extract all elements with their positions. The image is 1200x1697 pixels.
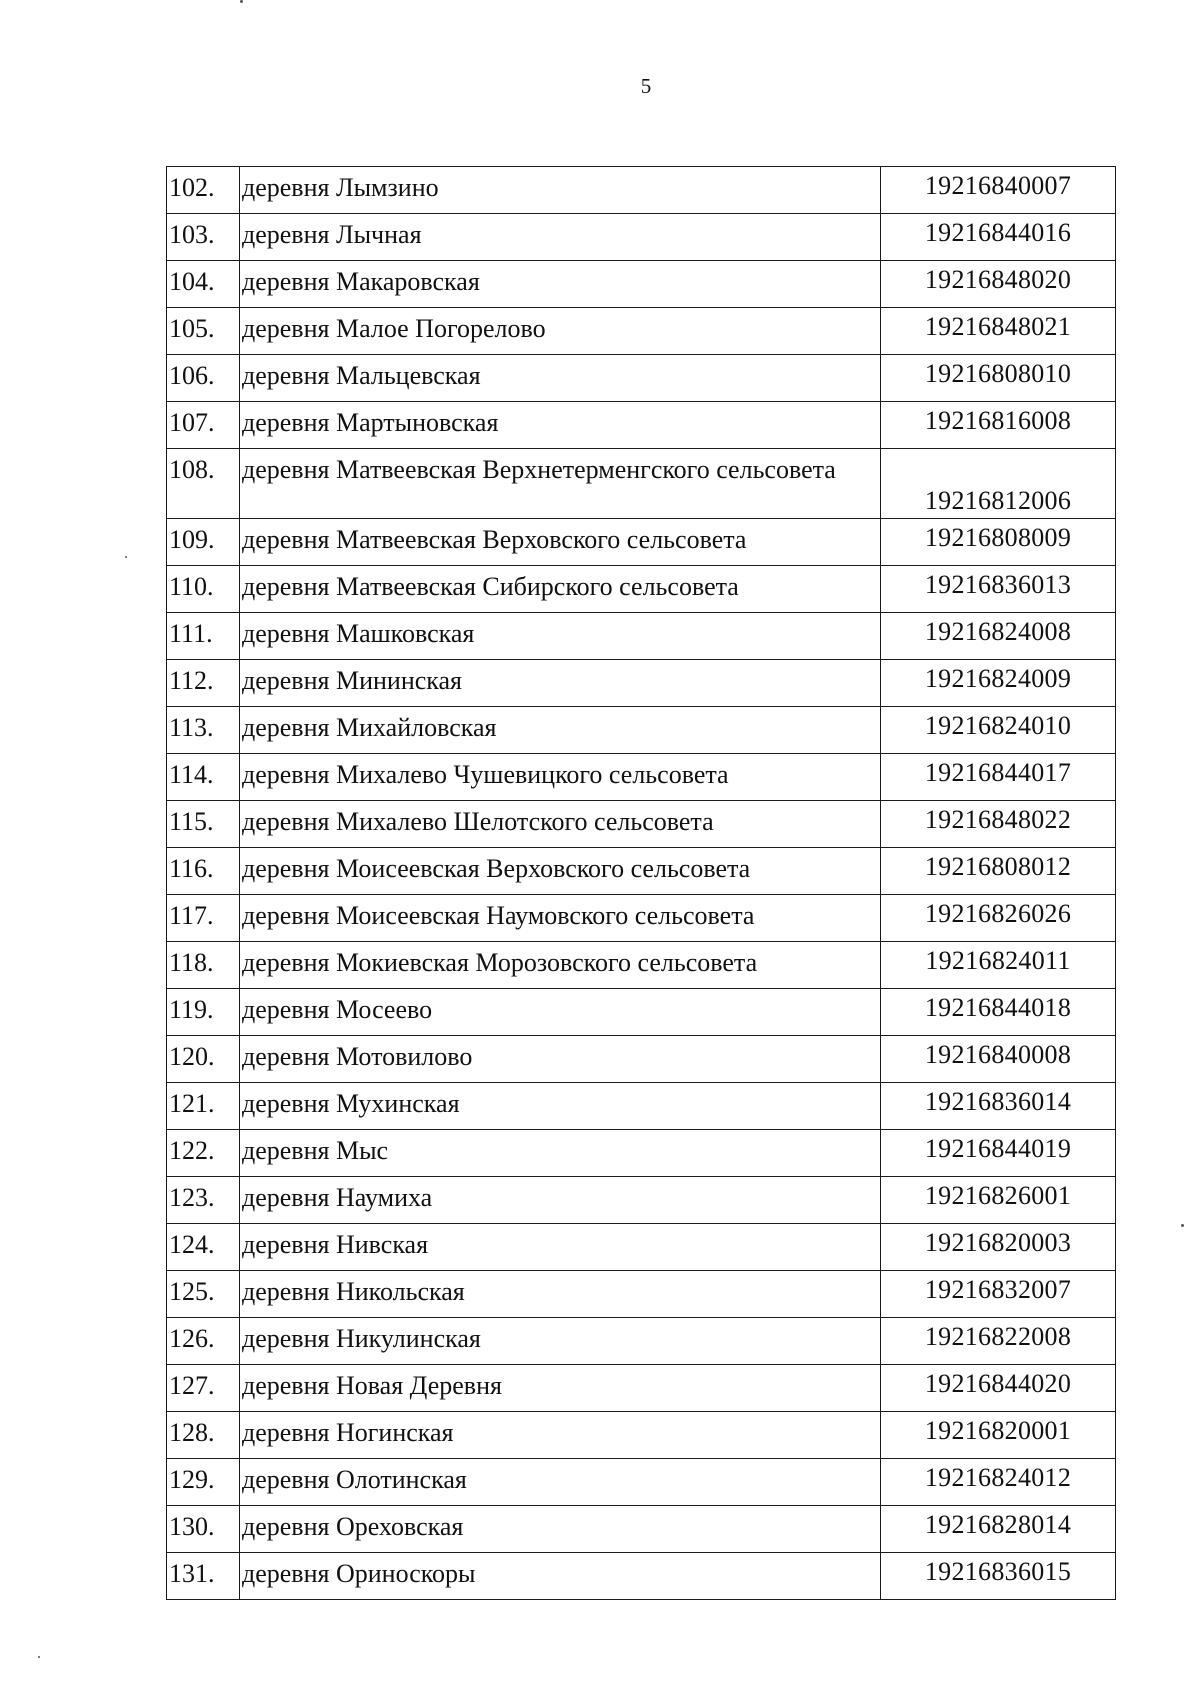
settlement-code: 19216812006 — [881, 449, 1116, 519]
settlement-name: деревня Моисеевская Наумовского сельсовета — [240, 895, 881, 942]
scan-speck — [38, 1656, 40, 1658]
settlement-name: деревня Малое Погорелово — [240, 308, 881, 355]
settlement-name: деревня Ореховская — [240, 1506, 881, 1553]
settlement-name: деревня Мотовилово — [240, 1036, 881, 1083]
settlement-name: деревня Матвеевская Сибирского сельсовета — [240, 566, 881, 613]
row-number: 102. — [167, 167, 240, 214]
table-row — [167, 1083, 1116, 1130]
table-row — [167, 754, 1116, 801]
settlement-name: деревня Лымзино — [240, 167, 881, 214]
row-number: 125. — [167, 1271, 240, 1318]
table-row — [167, 1224, 1116, 1271]
table-row — [167, 355, 1116, 402]
row-number: 104. — [167, 261, 240, 308]
table-row — [167, 1459, 1116, 1506]
row-number: 103. — [167, 214, 240, 261]
row-number: 117. — [167, 895, 240, 942]
settlement-code: 19216844017 — [881, 754, 1116, 801]
settlement-code: 19216824009 — [881, 660, 1116, 707]
scan-speck — [240, 0, 243, 3]
table-row — [167, 1177, 1116, 1224]
settlement-name: деревня Никулинская — [240, 1318, 881, 1365]
page-number: 5 — [640, 74, 652, 98]
table-row — [167, 566, 1116, 613]
settlement-name: деревня Нивская — [240, 1224, 881, 1271]
row-number: 109. — [167, 519, 240, 566]
table-row — [167, 308, 1116, 355]
table-row — [167, 942, 1116, 989]
settlement-name: деревня Наумиха — [240, 1177, 881, 1224]
table-row — [167, 801, 1116, 848]
settlement-name: деревня Мальцевская — [240, 355, 881, 402]
table-row — [167, 1365, 1116, 1412]
settlement-code: 19216826001 — [881, 1177, 1116, 1224]
row-number: 130. — [167, 1506, 240, 1553]
table-row — [167, 167, 1116, 214]
settlement-name: деревня Мокиевская Морозовского сельсовета — [240, 942, 881, 989]
settlement-name: деревня Ориноскоры — [240, 1553, 881, 1600]
settlement-code: 19216848020 — [881, 261, 1116, 308]
row-number: 126. — [167, 1318, 240, 1365]
settlement-name: деревня Михалево Чушевицкого сельсовета — [240, 754, 881, 801]
table-row — [167, 1318, 1116, 1365]
settlement-code: 19216844016 — [881, 214, 1116, 261]
row-number: 123. — [167, 1177, 240, 1224]
settlement-code: 19216808009 — [881, 519, 1116, 566]
table-row — [167, 1036, 1116, 1083]
settlement-code: 19216840007 — [881, 167, 1116, 214]
settlement-name: деревня Мухинская — [240, 1083, 881, 1130]
row-number: 115. — [167, 801, 240, 848]
settlements-table-body — [167, 167, 1116, 1600]
settlement-name: деревня Новая Деревня — [240, 1365, 881, 1412]
table-row — [167, 449, 1116, 519]
row-number: 119. — [167, 989, 240, 1036]
settlement-name: деревня Матвеевская Верхнетерменгского сельсовета — [240, 449, 881, 519]
row-number: 111. — [167, 613, 240, 660]
table-row — [167, 1412, 1116, 1459]
table-row — [167, 1130, 1116, 1177]
row-number: 118. — [167, 942, 240, 989]
settlement-name: деревня Михайловская — [240, 707, 881, 754]
settlement-name: деревня Мосеево — [240, 989, 881, 1036]
row-number: 122. — [167, 1130, 240, 1177]
settlement-name: деревня Олотинская — [240, 1459, 881, 1506]
settlement-name: деревня Лычная — [240, 214, 881, 261]
settlement-code: 19216808012 — [881, 848, 1116, 895]
settlement-code: 19216836015 — [881, 1553, 1116, 1600]
table-row — [167, 895, 1116, 942]
row-number: 124. — [167, 1224, 240, 1271]
row-number: 131. — [167, 1553, 240, 1600]
settlement-code: 19216824010 — [881, 707, 1116, 754]
table-row — [167, 707, 1116, 754]
table-row — [167, 214, 1116, 261]
settlement-code: 19216832007 — [881, 1271, 1116, 1318]
table-row — [167, 660, 1116, 707]
settlement-code: 19216844019 — [881, 1130, 1116, 1177]
scan-speck — [125, 556, 127, 558]
settlement-name: деревня Михалево Шелотского сельсовета — [240, 801, 881, 848]
settlement-code: 19216808010 — [881, 355, 1116, 402]
table-row — [167, 848, 1116, 895]
settlement-code: 19216836013 — [881, 566, 1116, 613]
table-row — [167, 1271, 1116, 1318]
table-row — [167, 613, 1116, 660]
settlement-name: деревня Мыс — [240, 1130, 881, 1177]
settlement-name: деревня Мининская — [240, 660, 881, 707]
table-row — [167, 402, 1116, 449]
settlement-name: деревня Матвеевская Верховского сельсовета — [240, 519, 881, 566]
scan-speck — [1181, 1224, 1184, 1227]
settlement-name: деревня Мартыновская — [240, 402, 881, 449]
settlement-code: 19216848022 — [881, 801, 1116, 848]
row-number: 110. — [167, 566, 240, 613]
row-number: 129. — [167, 1459, 240, 1506]
settlement-code: 19216826026 — [881, 895, 1116, 942]
row-number: 128. — [167, 1412, 240, 1459]
row-number: 116. — [167, 848, 240, 895]
row-number: 112. — [167, 660, 240, 707]
settlement-name: деревня Моисеевская Верховского сельсовета — [240, 848, 881, 895]
settlement-code: 19216824008 — [881, 613, 1116, 660]
settlement-name: деревня Машковская — [240, 613, 881, 660]
row-number: 121. — [167, 1083, 240, 1130]
settlement-code: 19216820001 — [881, 1412, 1116, 1459]
settlement-code: 19216836014 — [881, 1083, 1116, 1130]
settlement-code: 19216840008 — [881, 1036, 1116, 1083]
row-number: 120. — [167, 1036, 240, 1083]
settlement-code: 19216820003 — [881, 1224, 1116, 1271]
table-row — [167, 261, 1116, 308]
settlement-code: 19216824012 — [881, 1459, 1116, 1506]
table-row — [167, 519, 1116, 566]
settlement-name: деревня Макаровская — [240, 261, 881, 308]
settlement-code: 19216828014 — [881, 1506, 1116, 1553]
table-row — [167, 1506, 1116, 1553]
table-row — [167, 989, 1116, 1036]
settlement-code: 19216816008 — [881, 402, 1116, 449]
settlement-name: деревня Никольская — [240, 1271, 881, 1318]
row-number: 108. — [167, 449, 240, 519]
row-number: 105. — [167, 308, 240, 355]
settlements-table — [166, 166, 1116, 1600]
settlement-name: деревня Ногинская — [240, 1412, 881, 1459]
settlement-code: 19216844020 — [881, 1365, 1116, 1412]
row-number: 127. — [167, 1365, 240, 1412]
settlement-code: 19216824011 — [881, 942, 1116, 989]
row-number: 113. — [167, 707, 240, 754]
settlement-code: 19216848021 — [881, 308, 1116, 355]
settlement-code: 19216844018 — [881, 989, 1116, 1036]
table-row — [167, 1553, 1116, 1600]
row-number: 114. — [167, 754, 240, 801]
row-number: 107. — [167, 402, 240, 449]
settlement-code: 19216822008 — [881, 1318, 1116, 1365]
row-number: 106. — [167, 355, 240, 402]
